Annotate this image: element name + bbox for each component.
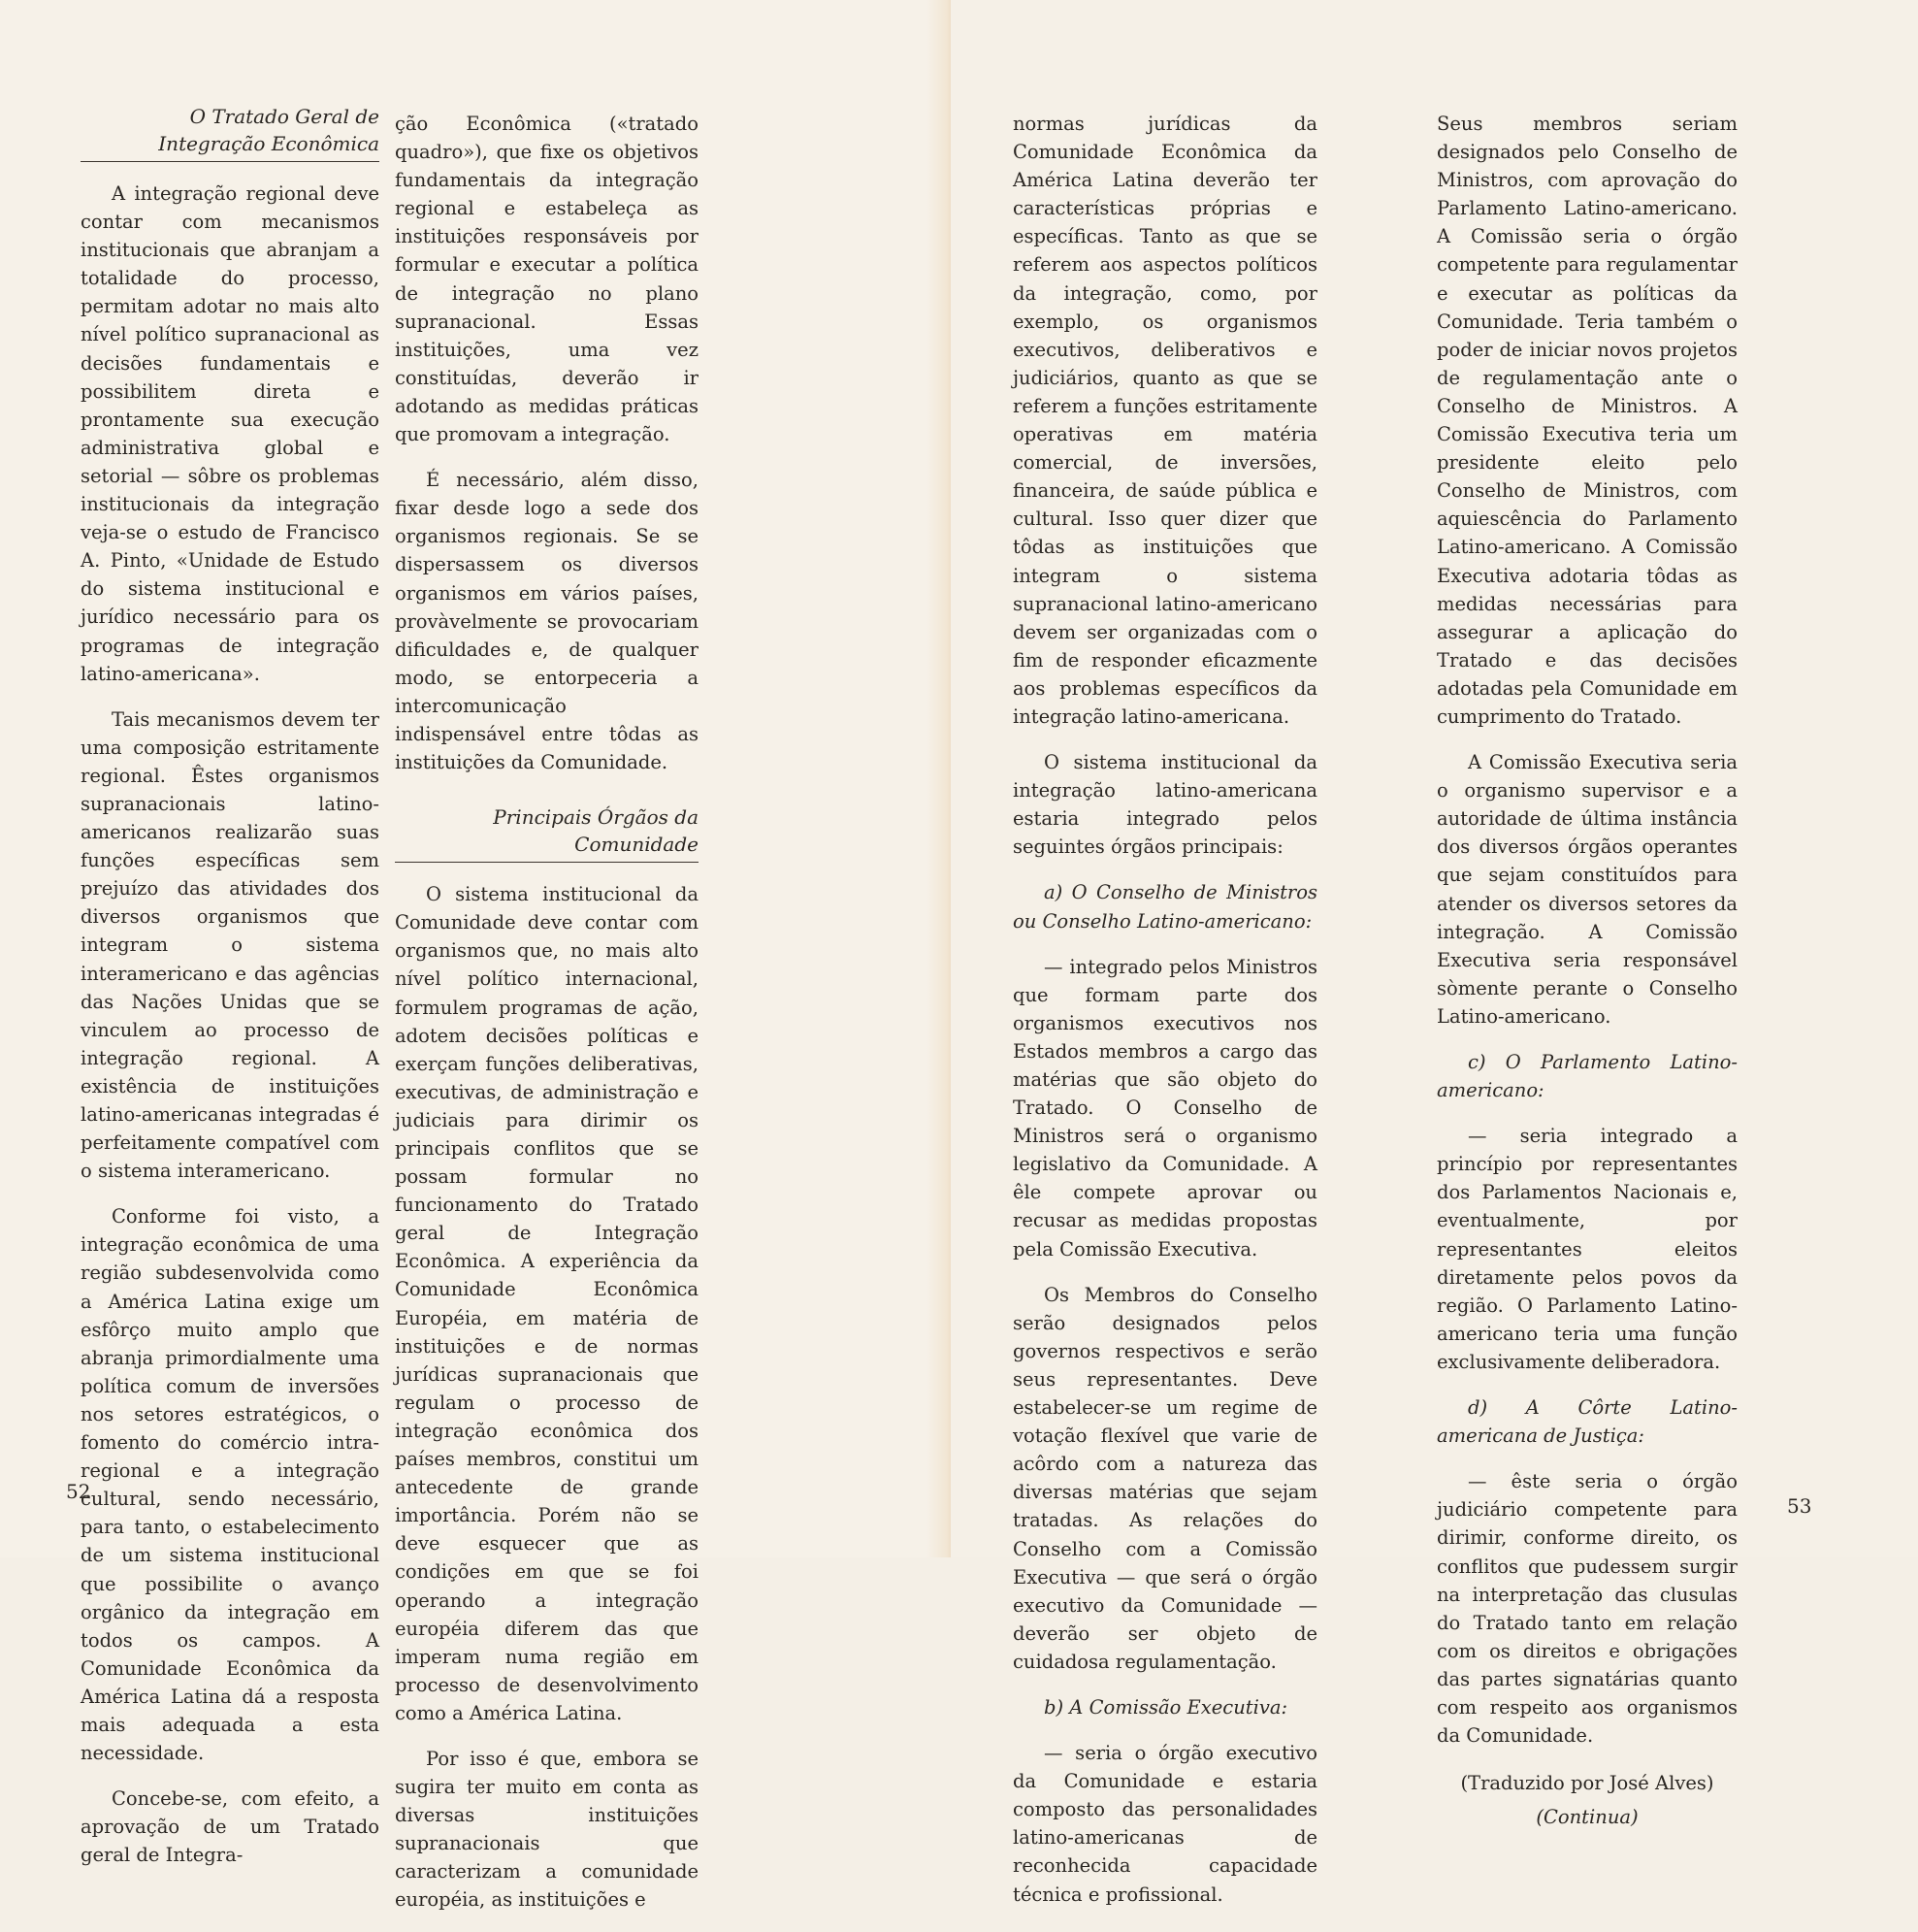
section-heading: O Tratado Geral de Integração Econômica (81, 103, 379, 162)
left-column-2 (395, 110, 699, 1932)
paragraph: ção Econômica («tratado quadro»), que fixe os objetivos fundamentais da integração regional e estabeleça as instituições responsáveis por formular e executar a política de integração no plano supranacional. Essas instituições, uma vez constituídas, deverão ir adotando as medidas práticas que promovam a integração. (395, 113, 699, 446)
paragraph: — seria o órgão executivo da Comunidade e estaria composto das personalidades latino-americanas de reconhecida capacidade técnica e profissional. (1013, 1742, 1317, 1906)
paragraph: O sistema institucional da integração latino-americana estaria integrado pelos seguintes órgãos principais: (1013, 751, 1317, 859)
section-heading-2: Principais Órgãos da Comunidade (395, 803, 699, 863)
item-d-title: d) A Côrte Latino-americana de Justiça: (1437, 1396, 1738, 1448)
left-page (0, 0, 951, 1912)
left-column-1 (81, 103, 379, 1886)
paragraph: Seus membros seriam designados pelo Conselho de Ministros, com aprovação do Parlamento Latino-americano. A Comissão seria o órgão competente para regulamentar e executar as políticas da Comunidade. Teria também o poder de iniciar novos projetos de regulamentação ante o Conselho de Ministros. A Comissão Executiva teria um presidente eleito pelo Conselho de Ministros, com aquiescência do Parlamento Latino-americano. A Comissão Executiva adotaria tôdas as medidas necessárias para assegurar a aplicação do Tratado e das decisões adotadas pela Comunidade em cumprimento do Tratado. (1437, 113, 1738, 728)
right-column-2 (1437, 110, 1738, 1831)
paragraph: A Comissão Executiva seria o organismo supervisor e a autoridade de última instância dos diversos órgãos operantes que sejam constituídos para atender os diversos setores da integração. A Comissão Executiva seria responsável sòmente perante o Conselho Latino-americano. (1437, 751, 1738, 1028)
translator-credit: (Traduzido por José Alves) (1460, 1772, 1714, 1795)
paragraph: — seria integrado a princípio por representantes dos Parlamentos Nacionais e, eventualmente, por representantes eleitos diretamente pelos povos da região. O Parlamento Latino-americano teria uma função exclusivamente deliberadora. (1437, 1125, 1738, 1373)
paragraph: Tais mecanismos devem ter uma composição estritamente regional. Êstes organismos supranacionais latino-americanos realizarão suas funções específicas sem prejuízo das atividades dos diversos organismos que integram o sistema interamericano e das agências das Nações Unidas que se vinculem ao processo de integração regional. A existência de instituições latino-americanas integradas é perfeitamente compatível com o sistema interamericano. (81, 707, 379, 1183)
paragraph: — êste seria o órgão judiciário competente para dirimir, conforme direito, os conflitos que pudessem surgir na interpretação das clusulas do Tratado tanto em relação com os direitos e obrigações das partes signatárias quanto com respeito aos organismos da Comunidade. (1437, 1470, 1738, 1748)
paragraph: Os Membros do Conselho serão designados pelos governos respectivos e serão seus representantes. Deve estabelecer-se um regime de votação flexível que varie de acôrdo com a natureza das diversas matérias que sejam tratadas. As relações do Conselho com a Comissão Executiva — que será o órgão executivo da Comunidade — deverão ser objeto de cuidadosa regulamentação. (1013, 1283, 1317, 1673)
right-column-1 (1013, 110, 1317, 1926)
item-a-title: a) O Conselho de Ministros ou Conselho Latino-americano: (1013, 881, 1317, 933)
item-b-title: b) A Comissão Executiva: (1044, 1695, 1288, 1719)
paragraph: Concebe-se, com efeito, a aprovação de um Tratado geral de Integra- (81, 1787, 379, 1867)
paragraph: A integração regional deve contar com mecanismos institucionais que abranjam a totalidade do processo, permitam adotar no mais alto nível político supranacional as decisões fundamentais e possibilitem direta e prontamente sua execução administrativa global e setorial — sôbre os problemas institucionais da integração veja-se o estudo de Francisco A. Pinto, «Unidade de Estudo do sistema institucional e jurídico necessário para os programas de integração latino-americana». (81, 182, 379, 685)
continua-label: (Continua) (1536, 1806, 1639, 1829)
page-number-right: 53 (1787, 1494, 1812, 1518)
paragraph: normas jurídicas da Comunidade Econômica da América Latina deverão ter características próprias e específicas. Tanto as que se referem aos aspectos políticos da integração, como, por exemplo, os organismos executivos, deliberativos e judiciários, quanto as que se referem a funções estritamente operativas em matéria comercial, de inversões, financeira, de saúde pública e cultural. Isso quer dizer que tôdas as instituições que integram o sistema supranacional latino-americano devem ser organizadas com o fim de responder eficazmente aos problemas específicos da integração latino-americana. (1013, 113, 1317, 728)
paragraph: O sistema institucional da Comunidade deve contar com organismos que, no mais alto nível político internacional, formulem programas de ação, adotem decisões políticas e exerçam funções deliberativas, executivas, de administração e judiciais para dirimir os principais conflitos que se possam formular no funcionamento do Tratado geral de Integração Econômica. A experiência da Comunidade Econômica Européia, em matéria de instituições e de normas jurídicas supranacionais que regulam o processo de integração econômica dos países membros, constitui um antecedente de grande importância. Porém não se deve esquecer que as condições em que se foi operando a integração européia diferem das que imperam numa região em processo de desenvolvimento como a América Latina. (395, 883, 699, 1724)
paragraph: É necessário, além disso, fixar desde logo a sede dos organismos regionais. Se se dispersassem os diversos organismos em vários países, provàvelmente se provocariam dificuldades e, de qualquer modo, se entorpeceria a intercomunicação indispensável entre tôdas as instituições da Comunidade. (395, 469, 699, 774)
page-number-left: 52 (66, 1480, 91, 1503)
paragraph: — integrado pelos Ministros que formam parte dos organismos executivos nos Estados membros a cargo das matérias que são objeto do Tratado. O Conselho de Ministros será o organismo legislativo da Comunidade. A êle compete aprovar ou recusar as medidas propostas pela Comissão Executiva. (1013, 955, 1317, 1261)
paragraph: Conforme foi visto, a integração econômica de uma região subdesenvolvida como a América Latina exige um esfôrço muito amplo que abranja primordialmente uma política comum de inversões nos setores estratégicos, o fomento do comércio intra-regional e a integração cultural, sendo necessário, para tanto, o estabelecimento de um sistema institucional que possibilite o avanço orgânico da integração em todos os campos. A Comunidade Econômica da América Latina dá a resposta mais adequada a esta necessidade. (81, 1205, 379, 1765)
paragraph: Por isso é que, embora se sugira ter muito em conta as diversas instituições supranacionais que caracterizam a comunidade européia, as instituições e (395, 1747, 699, 1912)
item-c-title: c) O Parlamento Latino-americano: (1437, 1051, 1738, 1102)
